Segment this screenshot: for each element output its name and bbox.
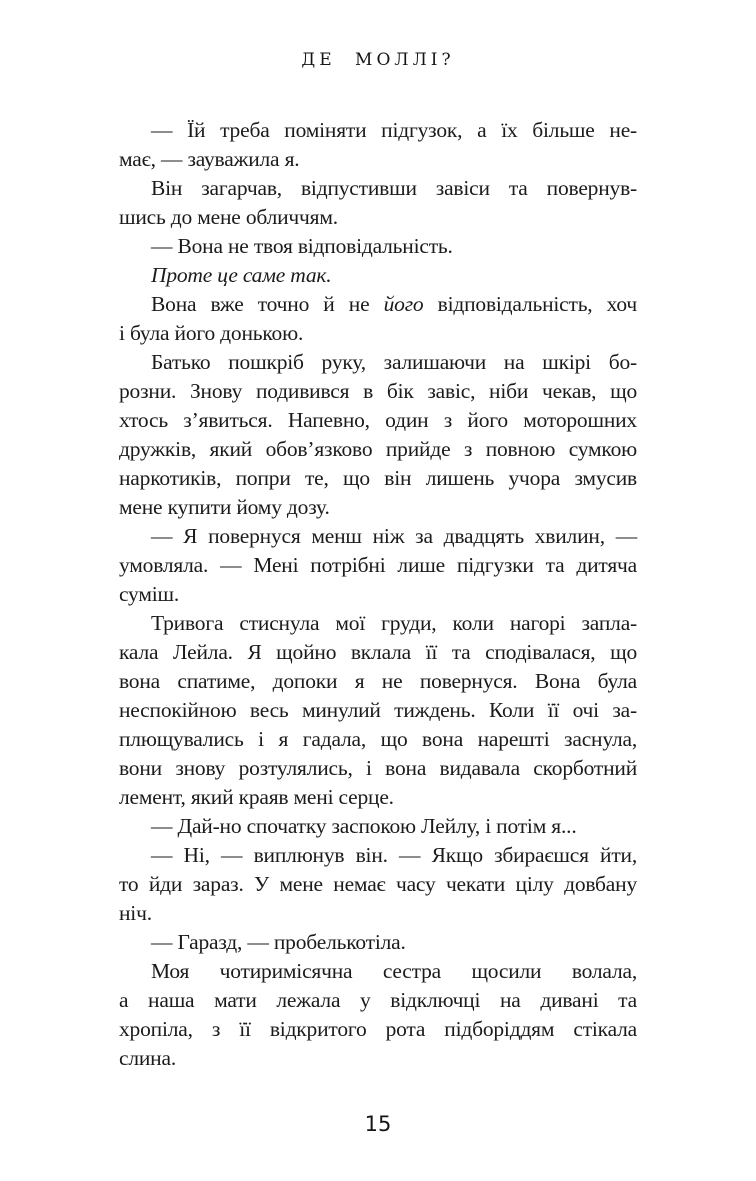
text-segment: вони знову розтулялись, і вона видавала скорботний (119, 756, 637, 780)
text-line (119, 116, 637, 145)
text-segment: Батько пошкріб руку, залишаючи на шкірі бо- (151, 350, 637, 374)
text-segment: плющувались і я гадала, що вона нарешті заснула, (119, 727, 637, 751)
text-segment: вона спатиме, допоки я не повернуся. Вона була (119, 669, 637, 693)
text-segment: — Дай-но спочатку заспокою Лейлу, і потім я... (151, 814, 577, 838)
text-segment: розни. Знову подивився в бік завіс, ніби чекав, що (119, 379, 637, 403)
text-line (119, 580, 637, 609)
text-line (119, 232, 637, 261)
text-line (119, 725, 637, 754)
text-line (119, 319, 637, 348)
text-line (119, 174, 637, 203)
text-segment: дружків, який обов’язково прийде з повною сумкою (119, 437, 637, 461)
text-line (119, 899, 637, 928)
text-segment: Моя чотиримісячна сестра щосили волала, (151, 959, 637, 983)
text-segment: — Ні, — виплюнув він. — Якщо збираєшся йти, (151, 843, 637, 867)
page-number: 15 (364, 1112, 392, 1136)
text-line (119, 638, 637, 667)
text-line (119, 870, 637, 899)
paragraph (119, 609, 637, 812)
text-segment: умовляла. — Мені потрібні лише підгузки та дитяча (119, 553, 637, 577)
text-segment: мене купити йому дозу. (119, 495, 330, 519)
text-line (119, 928, 637, 957)
text-line (119, 261, 637, 290)
text-segment: Тривога стиснула мої груди, коли нагорі запла- (151, 611, 637, 635)
text-line (119, 203, 637, 232)
paragraph (119, 957, 637, 1073)
text-segment: має, — зауважила я. (119, 147, 300, 171)
text-line (119, 609, 637, 638)
body-text (119, 116, 637, 1073)
text-line (119, 145, 637, 174)
paragraph (119, 116, 637, 174)
text-segment: наркотиків, попри те, що він лишень учора змусив (119, 466, 637, 490)
text-segment: кала Лейла. Я щойно вклала її та сподівалася, що (119, 640, 637, 664)
text-line (119, 696, 637, 725)
text-line (119, 1015, 637, 1044)
text-segment: — Я повернуся менш ніж за двадцять хвилин, — (151, 524, 637, 548)
text-line (119, 957, 637, 986)
text-segment: а наша мати лежала у відключці на дивані та (119, 988, 637, 1012)
text-segment: шись до мене обличчям. (119, 205, 338, 229)
text-line (119, 435, 637, 464)
paragraph (119, 261, 637, 290)
text-line (119, 986, 637, 1015)
text-line (119, 754, 637, 783)
text-segment: хропіла, з її відкритого рота підборіддям стікала (119, 1017, 637, 1041)
text-segment: його (383, 292, 424, 316)
paragraph (119, 812, 637, 841)
text-segment: Проте це саме так. (151, 263, 332, 287)
text-segment: — Їй треба поміняти підгузок, а їх більше не- (151, 118, 637, 142)
text-segment: ніч. (119, 901, 152, 925)
text-line (119, 667, 637, 696)
text-line (119, 348, 637, 377)
text-segment: неспокійною весь минулий тиждень. Коли її очі за- (119, 698, 637, 722)
text-line (119, 1044, 637, 1073)
text-segment: суміш. (119, 582, 180, 606)
text-line (119, 290, 637, 319)
text-line (119, 377, 637, 406)
text-segment: і була його донькою. (119, 321, 304, 345)
text-line (119, 406, 637, 435)
text-segment: хтось з’явиться. Напевно, один з його моторошних (119, 408, 637, 432)
paragraph (119, 928, 637, 957)
text-line (119, 841, 637, 870)
paragraph (119, 290, 637, 348)
paragraph (119, 174, 637, 232)
text-segment: — Гаразд, — пробелькотіла. (151, 930, 406, 954)
text-line (119, 522, 637, 551)
running-header-title: ДЕ МОЛЛІ? (301, 50, 455, 70)
paragraph (119, 522, 637, 609)
text-segment: Вона вже точно й не (151, 292, 384, 316)
text-line (119, 812, 637, 841)
text-segment: то йди зараз. У мене немає часу чекати цілу довбану (119, 872, 637, 896)
text-segment: відповідальність, хоч (423, 292, 637, 316)
text-line (119, 493, 637, 522)
text-line (119, 783, 637, 812)
text-line (119, 551, 637, 580)
text-segment: Він загарчав, відпустивши завіси та повернув- (151, 176, 637, 200)
text-segment: лемент, який краяв мені серце. (119, 785, 394, 809)
paragraph (119, 841, 637, 928)
text-line (119, 464, 637, 493)
text-segment: слина. (119, 1046, 177, 1070)
text-segment: — Вона не твоя відповідальність. (151, 234, 453, 258)
paragraph (119, 232, 637, 261)
paragraph (119, 348, 637, 522)
